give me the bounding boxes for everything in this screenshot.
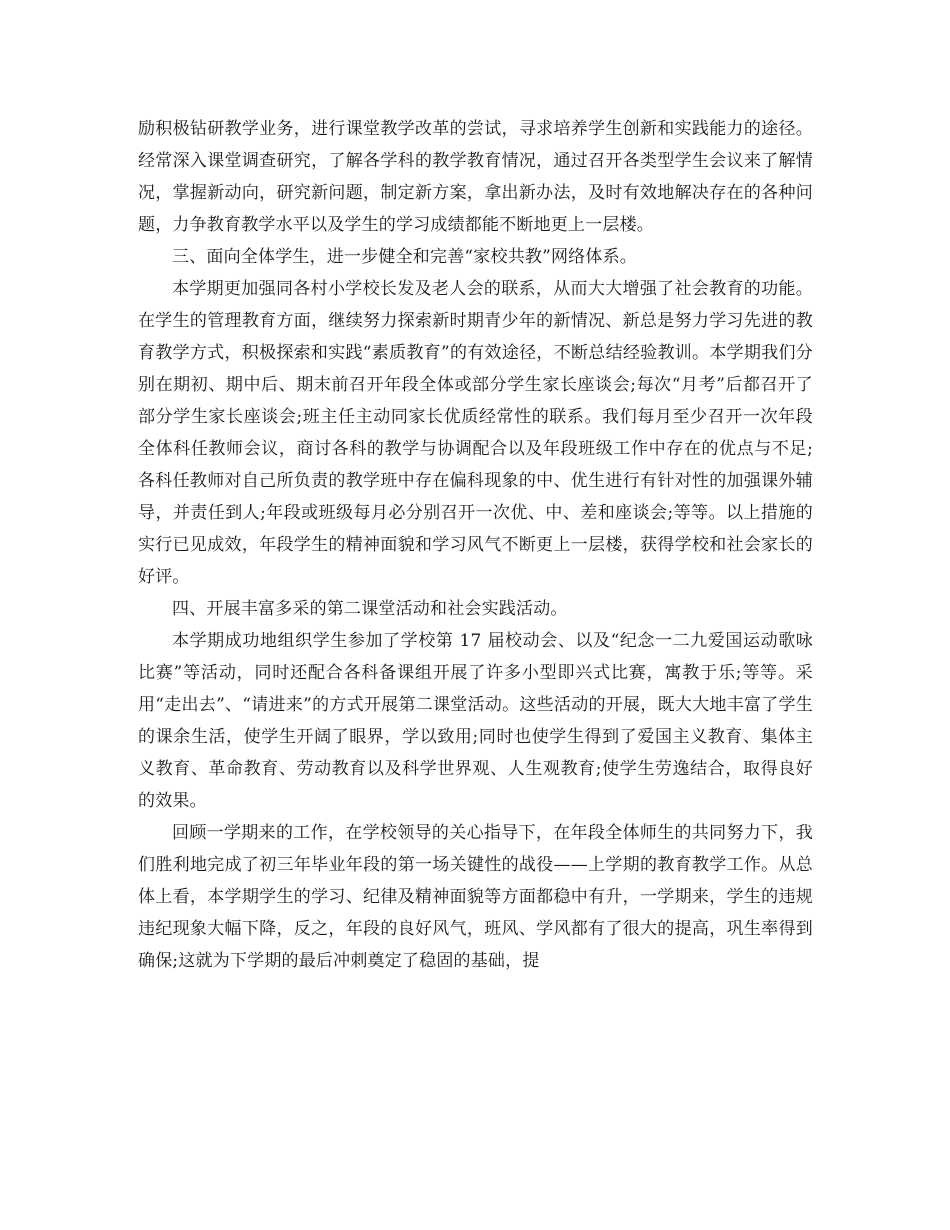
document-page: [138, 113, 813, 977]
paragraph-home-school: 本学期更加强同各村小学校长发及老人会的联系，从而大大增强了社会教育的功能。在学生的管理教育方面，继续努力探索新时期青少年的新情况、新总是努力学习先进的教育教学方式，积极探索和实践“素质教育”的有效途径，不断总结经验教训。本学期我们分别在期初、期中后、期末前召开年段全体或部分学生家长座谈会;每次“月考”后都召开了部分学生家长座谈会;班主任主动同家长优质经常性的联系。我们每月至少召开一次年段全体科任教师会议，商讨各科的教学与协调配合以及年段班级工作中存在的优点与不足;各科任教师对自己所负责的教学班中存在偏科现象的中、优生进行有针对性的加强课外辅导，并责任到人;年段或班级每月必分别召开一次优、中、差和座谈会;等等。以上措施的实行已见成效，年段学生的精神面貌和学习风气不断更上一层楼，获得学校和社会家长的好评。: [138, 279, 813, 587]
paragraph-review: 回顾一学期来的工作，在学校领导的关心指导下，在年段全体师生的共同努力下，我们胜利地完成了初三年毕业年段的第一场关键性的战役——上学期的教育教学工作。从总体上看，本学期学生的学习、纪律及精神面貌等方面都稳中有升，一学期来，学生的违规违纪现象大幅下降，反之，年段的良好风气，班风、学风都有了很大的提高，巩生率得到确保;这就为下学期的最后冲刺奠定了稳固的基础，提: [138, 823, 813, 971]
paragraph-activities: 本学期成功地组织学生参加了学校第 17 届校动会、以及“纪念一二九爱国运动歌咏比赛”等活动，同时还配合各科备课组开展了许多小型即兴式比赛，寓教于乐;等等。采用“走出去”、“请进来”的方式开展第二课堂活动。这些活动的开展，既大大地丰富了学生的课余生活，使学生开阔了眼界，学以致用;同时也使学生得到了爱国主义教育、集体主义教育、革命教育、劳动教育以及科学世界观、人生观教育;使学生劳逸结合，取得良好的效果。: [138, 631, 813, 811]
section-heading-four: 四、开展丰富多采的第二课堂活动和社会实践活动。: [172, 599, 568, 619]
section-heading-three: 三、面向全体学生，进一步健全和完善“家校共教”网络体系。: [172, 247, 637, 267]
paragraph-continuation: 励积极钻研教学业务，进行课堂教学改革的尝试，寻求培养学生创新和实践能力的途径。经常深入课堂调查研究，了解各学科的教学教育情况，通过召开各类型学生会议来了解情况，掌握新动向，研究新问题，制定新方案，拿出新办法，及时有效地解决存在的各种问题，力争教育教学水平以及学生的学习成绩都能不断地更上一层楼。: [138, 119, 813, 235]
